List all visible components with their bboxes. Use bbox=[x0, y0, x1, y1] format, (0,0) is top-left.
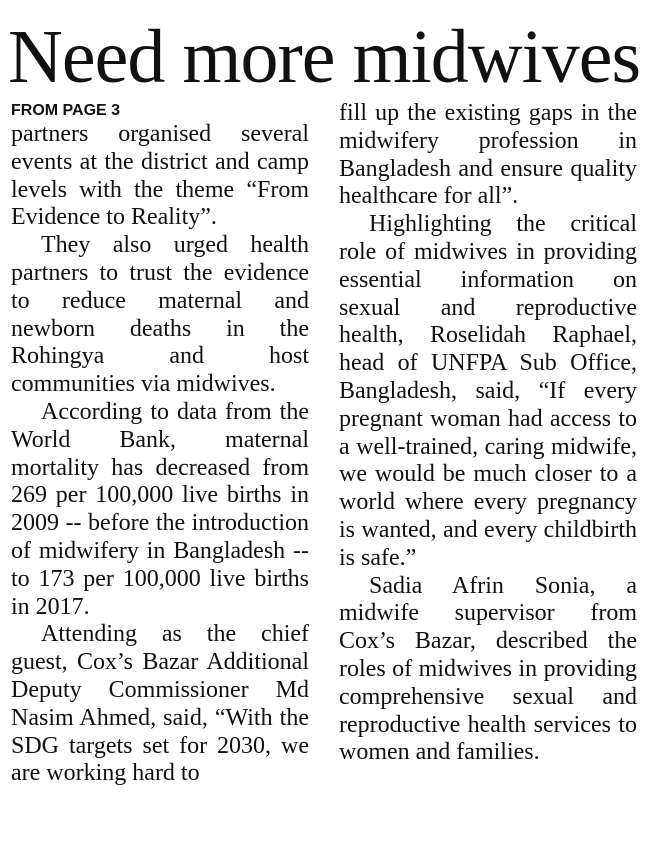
headline: Need more midwives bbox=[8, 15, 641, 99]
column-2-paragraph-2: Highlighting the critical role of midwives in providing essential information on sexual and reproductive health, Roselidah Raphael, head of UNFPA Sub Office, Bangladesh, said, “If every pregnant woman had access to a well-trained, caring midwife, we would be much closer to a world where every pregnancy is wanted, and every childbirth is safe.” bbox=[339, 211, 637, 571]
column-2-paragraph-1: fill up the existing gaps in the midwifery profession in Bangladesh and ensure quality healthcare for all”. bbox=[339, 100, 637, 210]
column-2-paragraph-3: Sadia Afrin Sonia, a midwife supervisor from Cox’s Bazar, described the roles of midwives in providing comprehensive sexual and reproductive health services to women and families. bbox=[339, 572, 637, 766]
column-1-paragraph-1: partners organised several events at the district and camp levels with the theme “From Evidence to Reality”. bbox=[11, 121, 309, 231]
article-column-2 bbox=[339, 100, 637, 767]
column-1-paragraph-2: They also urged health partners to trust the evidence to reduce maternal and newborn deaths in the Rohingya and host communities via midwives. bbox=[11, 232, 309, 398]
column-1-paragraph-3: According to data from the World Bank, maternal mortality has decreased from 269 per 100,000 live births in 2009 -- before the introduction of midwifery in Bangladesh -- to 173 per 100,000 live births in 2017. bbox=[11, 398, 309, 620]
column-1-paragraph-4: Attending as the chief guest, Cox’s Bazar Additional Deputy Commissioner Md Nasim Ahmed, said, “With the SDG targets set for 2030, we are working hard to bbox=[11, 621, 309, 787]
article-column-1 bbox=[11, 121, 309, 788]
continued-from-page-label: FROM PAGE 3 bbox=[11, 102, 121, 119]
